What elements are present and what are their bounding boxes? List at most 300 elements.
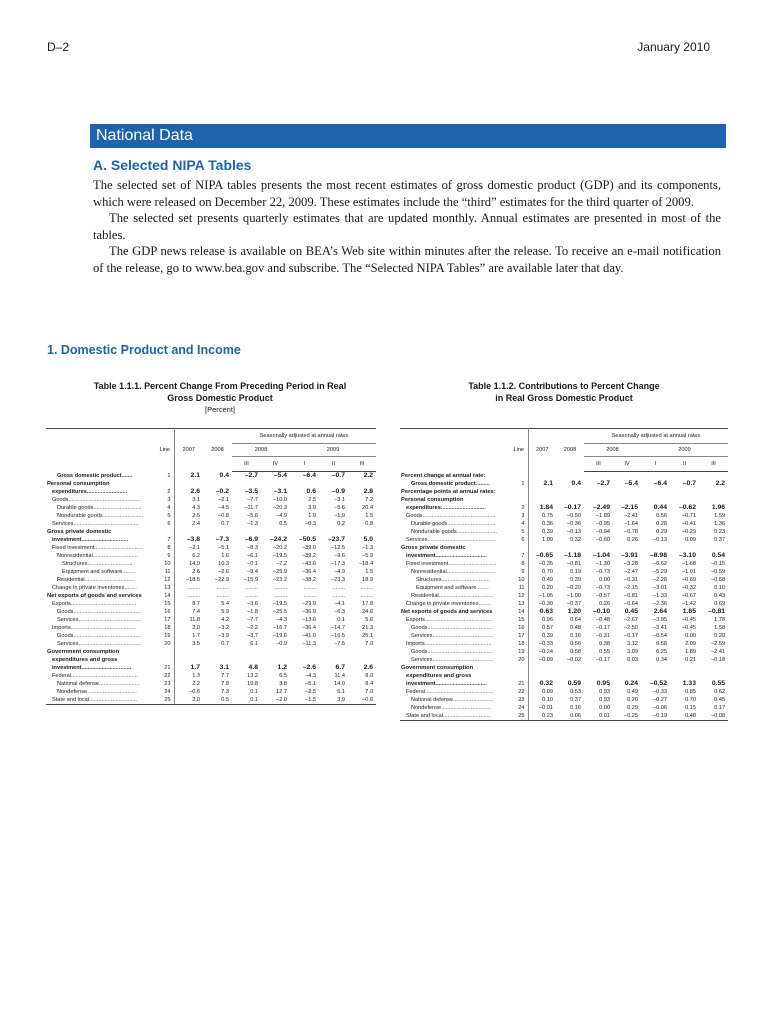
value-cell: 1.36 <box>714 520 726 527</box>
value-cell: –3.10 <box>678 551 696 559</box>
table-row <box>400 560 728 568</box>
row-label: Fixed investment............................... <box>52 545 143 551</box>
line-number: 14 <box>156 592 174 600</box>
table-row <box>46 640 376 648</box>
line-number: 20 <box>156 640 174 648</box>
table-row <box>400 496 728 504</box>
table-row <box>46 664 376 672</box>
table-row <box>400 472 728 480</box>
row-label: Durable goods............................... <box>57 505 142 511</box>
value-cell <box>261 656 290 664</box>
value-cell: –3.1 <box>273 488 287 495</box>
row-label: Services....................................... <box>411 632 494 639</box>
table-row <box>46 544 376 552</box>
value-cell: –43.6 <box>302 561 316 567</box>
row-label: Federal............................................ <box>406 688 494 695</box>
value-cell: –0.6 <box>189 689 200 695</box>
value-cell: 0.20 <box>627 696 638 703</box>
row-label: expenditures and gross <box>52 657 118 663</box>
value-cell: 1.6 <box>221 553 229 559</box>
value-cell: –0.20 <box>567 584 581 591</box>
row-label: Personal consumption <box>47 481 110 487</box>
value-cell: –0.32 <box>682 584 696 591</box>
label-column-header <box>400 429 510 472</box>
table-row <box>46 672 376 680</box>
value-cell: 7.2 <box>365 497 374 503</box>
table-row <box>400 632 728 640</box>
value-cell <box>613 664 641 672</box>
row-label: Services........................................ <box>57 617 141 623</box>
value-cell: –4.5 <box>218 505 229 511</box>
value-cell: ........ <box>216 593 229 599</box>
value-cell: 20.4 <box>362 505 374 511</box>
row-label: Structures............................... <box>416 576 490 583</box>
value-cell: 0.6 <box>306 488 316 495</box>
value-cell: 3.5 <box>192 641 200 647</box>
value-cell: 2.6 <box>192 569 200 575</box>
value-cell: 7.3 <box>221 689 229 695</box>
value-cell: –3.6 <box>247 601 258 607</box>
line-number: 8 <box>156 544 174 552</box>
table-row <box>400 480 728 488</box>
quarter-header: III <box>232 457 261 472</box>
value-cell: 19.8 <box>247 681 258 687</box>
value-cell: 1.84 <box>539 503 553 511</box>
value-cell: 6.2 <box>192 553 200 559</box>
value-cell: –2.59 <box>711 640 726 647</box>
line-number <box>156 528 174 536</box>
value-cell: –0.08 <box>699 712 728 721</box>
line-number: 7 <box>156 536 174 544</box>
value-cell: 1.9 <box>308 513 316 519</box>
table-row <box>46 520 376 528</box>
value-cell: –0.81 <box>567 560 581 567</box>
table-2-title-line-1: Table 1.1.2. Contributions to Percent Change <box>468 381 660 391</box>
value-cell: –6.4 <box>653 479 667 487</box>
value-cell <box>528 672 556 680</box>
value-cell: ........ <box>245 585 258 591</box>
line-number: 17 <box>156 616 174 624</box>
quarter-year-2009-header: 2009 <box>641 444 728 457</box>
value-cell <box>528 488 556 496</box>
value-cell: 1.5 <box>365 569 374 575</box>
line-number: 24 <box>156 688 174 696</box>
table-row <box>46 608 376 616</box>
row-label: Structures............................. <box>62 561 133 567</box>
quarter-year-2008-header: 2008 <box>584 444 641 457</box>
table-row <box>46 696 376 705</box>
value-cell: 5.4 <box>221 601 229 607</box>
value-cell: –0.30 <box>539 600 553 607</box>
table-row <box>400 664 728 672</box>
value-cell <box>348 480 376 488</box>
intro-paragraph: The selected set presents quarterly estimates that are updated monthly. Annual estimates are presented in most of the tables. <box>93 211 721 242</box>
value-cell: –0.69 <box>682 576 696 583</box>
value-cell: 0.55 <box>711 679 726 687</box>
value-cell: –0.36 <box>567 520 581 527</box>
value-cell: –0.48 <box>596 616 610 623</box>
value-cell <box>261 648 290 656</box>
table-row <box>46 552 376 560</box>
subsection-heading: A. Selected NIPA Tables <box>93 157 252 173</box>
value-cell: –0.50 <box>567 512 581 519</box>
value-cell: –1.01 <box>682 568 696 575</box>
value-cell <box>670 496 699 504</box>
value-cell: ........ <box>274 593 287 599</box>
value-cell <box>203 480 232 488</box>
value-cell: –23.2 <box>273 577 287 583</box>
value-cell: 0.32 <box>570 536 581 543</box>
value-cell: –0.7 <box>331 472 345 479</box>
line-number: 16 <box>156 608 174 616</box>
line-column-header: Line <box>156 429 174 472</box>
value-cell: –8.3 <box>247 545 258 551</box>
value-cell <box>556 544 584 552</box>
value-cell <box>348 648 376 656</box>
value-cell: –0.13 <box>653 536 667 543</box>
value-cell: ........ <box>187 585 200 591</box>
value-cell <box>556 472 584 480</box>
value-cell: –7.3 <box>215 536 229 543</box>
value-cell: –1.33 <box>653 592 667 599</box>
value-cell <box>670 488 699 496</box>
table-row <box>46 512 376 520</box>
value-cell: –0.02 <box>567 656 581 663</box>
line-number <box>156 648 174 656</box>
value-cell <box>584 496 613 504</box>
table-row <box>46 648 376 656</box>
value-cell: 24.6 <box>362 609 374 615</box>
year-2007-header: 2007 <box>528 429 556 472</box>
value-cell <box>613 496 641 504</box>
value-cell: 0.85 <box>685 688 696 695</box>
table-row <box>46 680 376 688</box>
quarter-header: IV <box>261 457 290 472</box>
value-cell: –5.1 <box>305 681 316 687</box>
line-number: 11 <box>156 568 174 576</box>
value-cell: –15.9 <box>244 577 258 583</box>
value-cell: 0.38 <box>599 640 610 647</box>
table-2-caption <box>400 380 728 404</box>
value-cell: –0.17 <box>563 503 581 511</box>
value-cell: –0.73 <box>596 568 610 575</box>
value-cell <box>348 528 376 536</box>
value-cell: –0.78 <box>624 528 638 535</box>
value-cell: 4.8 <box>248 664 258 671</box>
line-number <box>510 664 528 672</box>
value-cell: ........ <box>360 593 374 599</box>
value-cell: –2.49 <box>592 503 610 511</box>
value-cell: –3.7 <box>247 633 258 639</box>
value-cell: –0.68 <box>711 576 726 583</box>
value-cell <box>528 664 556 672</box>
value-cell: –0.35 <box>539 560 553 567</box>
value-cell: –2.2 <box>247 625 258 631</box>
value-cell: –0.71 <box>682 512 696 519</box>
table-1-unit: [Percent] <box>204 405 235 414</box>
table-row <box>46 488 376 496</box>
value-cell: –0.18 <box>711 656 726 663</box>
value-cell: –0.52 <box>649 679 667 687</box>
value-cell: –4.1 <box>334 601 345 607</box>
value-cell: 0.16 <box>570 704 581 711</box>
value-cell <box>261 528 290 536</box>
value-cell <box>319 648 348 656</box>
value-cell: –2.6 <box>302 664 316 671</box>
value-cell <box>699 472 728 480</box>
row-label: National defense.......................... <box>57 681 140 687</box>
value-cell: 0.17 <box>714 704 726 711</box>
row-label: Goods.............................................. <box>52 497 140 503</box>
value-cell: 0.26 <box>599 600 610 607</box>
value-cell: 0.56 <box>570 640 581 647</box>
value-cell <box>670 664 699 672</box>
value-cell: 6.25 <box>656 648 667 655</box>
line-number <box>510 472 528 480</box>
value-cell: 0.09 <box>542 688 553 695</box>
value-cell <box>613 472 641 480</box>
line-number: 19 <box>156 632 174 640</box>
value-cell: –0.09 <box>539 656 553 663</box>
row-label: State and local............................... <box>400 712 510 721</box>
quarter-header: III <box>584 457 613 472</box>
table-2 <box>400 428 728 721</box>
value-cell: 7.4 <box>192 609 200 615</box>
row-label: investment................................ <box>52 665 132 671</box>
value-cell: –0.81 <box>624 592 638 599</box>
value-cell: 7.0 <box>365 641 374 647</box>
value-cell: –4.3 <box>305 673 316 679</box>
value-cell: 0.32 <box>539 679 553 687</box>
value-cell: –3.91 <box>620 551 638 559</box>
table-1-title-line-2: Gross Domestic Product <box>167 393 273 403</box>
value-cell <box>319 656 348 664</box>
value-cell: –0.95 <box>596 520 610 527</box>
table-row <box>46 568 376 576</box>
value-cell: –0.67 <box>682 592 696 599</box>
value-cell: 11.4 <box>334 673 345 679</box>
value-cell: –1.3 <box>247 521 258 527</box>
value-cell: 0.63 <box>539 607 553 615</box>
table-row <box>46 592 376 600</box>
value-cell: –1.9 <box>334 513 345 519</box>
value-cell: –16.5 <box>331 633 345 639</box>
value-cell: 0.03 <box>627 656 638 663</box>
table-1-body <box>46 472 376 705</box>
table-row <box>400 648 728 656</box>
table-row <box>400 544 728 552</box>
value-cell: 1.89 <box>685 648 696 655</box>
value-cell: 5.0 <box>363 536 374 543</box>
value-cell <box>290 480 319 488</box>
line-number: 15 <box>156 600 174 608</box>
value-cell: –1.05 <box>539 592 553 599</box>
value-cell: –39.2 <box>302 553 316 559</box>
value-cell: 0.29 <box>627 704 638 711</box>
value-cell: –1.30 <box>596 560 610 567</box>
line-number: 4 <box>156 504 174 512</box>
value-cell: –5.6 <box>334 505 345 511</box>
line-number: 13 <box>510 600 528 608</box>
value-cell: 0.55 <box>599 648 610 655</box>
value-cell <box>613 488 641 496</box>
value-cell <box>174 480 203 488</box>
value-cell <box>699 672 728 680</box>
row-label: Residential................................... <box>411 592 494 599</box>
value-cell <box>174 528 203 536</box>
value-cell: 0.29 <box>656 528 667 535</box>
quarter-header: III <box>348 457 376 472</box>
value-cell: –0.3 <box>305 521 316 527</box>
table-row <box>400 536 728 544</box>
value-cell: 0.54 <box>711 551 726 559</box>
value-cell: –0.17 <box>596 656 610 663</box>
value-cell: –3.95 <box>653 616 667 623</box>
value-cell: –5.9 <box>362 553 374 559</box>
row-label: Services........................................ <box>57 641 141 647</box>
value-cell: –2.5 <box>305 689 316 695</box>
row-label: Goods.......................................... <box>411 624 493 631</box>
value-cell: –2.41 <box>624 512 638 519</box>
page-number: D–2 <box>47 40 70 54</box>
table-row <box>46 616 376 624</box>
table-row <box>46 560 376 568</box>
value-cell: –2.41 <box>711 648 726 655</box>
value-cell: –7.5 <box>334 641 345 647</box>
value-cell: –0.13 <box>567 528 581 535</box>
value-cell: 7.0 <box>365 689 374 695</box>
value-cell <box>232 648 261 656</box>
table-row <box>400 520 728 528</box>
line-number: 12 <box>510 592 528 600</box>
value-cell: –19.6 <box>273 633 287 639</box>
table-row <box>400 592 728 600</box>
row-label: Fixed investment............................... <box>406 560 497 567</box>
value-cell: –3.1 <box>334 497 345 503</box>
value-cell: 0.7 <box>221 641 229 647</box>
value-cell: –23.7 <box>327 536 345 543</box>
table-1-caption <box>46 380 394 416</box>
value-cell: –0.17 <box>624 632 638 639</box>
value-cell: –25.9 <box>273 569 287 575</box>
value-cell: –2.1 <box>189 545 200 551</box>
value-cell: 6.1 <box>250 641 258 647</box>
value-cell: 0.39 <box>570 576 581 583</box>
line-number: 19 <box>510 648 528 656</box>
row-label: Goods............................................... <box>406 512 496 519</box>
value-cell: 0.36 <box>542 520 553 527</box>
value-cell: 8.4 <box>365 681 374 687</box>
value-cell: 11.8 <box>189 617 200 623</box>
value-cell: –17.3 <box>331 561 345 567</box>
value-cell: 5.6 <box>365 617 374 623</box>
intro-paragraph: The selected set of NIPA tables presents the most recent estimates of gross domestic product (GDP) and its components, which were released on December 22, 2009. These estimates include the “third” estimates for the third quarter of 2009. <box>93 178 721 209</box>
value-cell: 2.4 <box>192 521 200 527</box>
line-number: 10 <box>156 560 174 568</box>
value-cell: –3.5 <box>244 488 258 495</box>
value-cell <box>174 648 203 656</box>
value-cell <box>584 488 613 496</box>
table-row <box>400 640 728 648</box>
value-cell <box>290 656 319 664</box>
value-cell: ........ <box>303 593 316 599</box>
value-cell: 3.1 <box>192 497 200 503</box>
line-number: 3 <box>156 496 174 504</box>
value-cell: 1.2 <box>277 664 287 671</box>
value-cell: –0.29 <box>682 528 696 535</box>
row-label: Net exports of goods and services <box>47 593 142 599</box>
value-cell: 0.49 <box>542 576 553 583</box>
value-cell: –5.4 <box>624 479 638 487</box>
value-cell: –3.9 <box>218 633 229 639</box>
value-cell: –8.98 <box>649 551 667 559</box>
table-row <box>46 600 376 608</box>
value-cell: –0.33 <box>539 640 553 647</box>
row-label: expenditures and gross <box>406 672 472 679</box>
value-cell: –22.9 <box>215 577 229 583</box>
value-cell: 3.12 <box>627 640 638 647</box>
line-number: 23 <box>510 696 528 704</box>
value-cell: –2.15 <box>624 584 638 591</box>
row-label: State and local............................... <box>46 696 156 705</box>
quarter-header: II <box>670 457 699 472</box>
value-cell <box>670 672 699 680</box>
value-cell: –0.06 <box>653 704 667 711</box>
value-cell: 0.56 <box>656 512 667 519</box>
value-cell: 7.8 <box>221 681 229 687</box>
seasonal-adjustment-header: Seasonally adjusted at annual rates <box>232 429 376 444</box>
table-row <box>400 656 728 664</box>
line-number: 25 <box>510 712 528 721</box>
value-cell: 1.96 <box>711 503 726 511</box>
value-cell: 12.7 <box>276 689 287 695</box>
value-cell: –2.0 <box>261 696 290 705</box>
value-cell: 2.5 <box>192 513 200 519</box>
value-cell: ........ <box>360 585 374 591</box>
table-row <box>400 672 728 680</box>
value-cell: 0.28 <box>656 520 667 527</box>
value-cell: 21.3 <box>362 625 374 631</box>
value-cell <box>613 672 641 680</box>
value-cell: 0.4 <box>571 479 581 487</box>
value-cell: –50.5 <box>298 536 316 543</box>
line-number <box>510 496 528 504</box>
value-cell: 1.5 <box>365 513 374 519</box>
table-1-title-line-1: Table 1.1.1. Percent Change From Preceding Period in Real <box>93 381 347 391</box>
value-cell: –2.6 <box>218 569 229 575</box>
row-label: Residential................................ <box>57 577 135 583</box>
row-label: Nonresidential............................... <box>411 568 495 575</box>
value-cell <box>203 656 232 664</box>
value-cell: 6.5 <box>279 673 287 679</box>
row-label: Change in private inventories........ <box>406 600 491 607</box>
table-row <box>400 528 728 536</box>
value-cell: –0.45 <box>682 624 696 631</box>
value-cell <box>699 488 728 496</box>
value-cell: 0.95 <box>596 679 610 687</box>
value-cell: –1.42 <box>682 600 696 607</box>
value-cell <box>528 544 556 552</box>
row-label: Gross private domestic <box>401 544 466 551</box>
value-cell: –3.01 <box>653 584 667 591</box>
value-cell: –7.2 <box>276 561 287 567</box>
row-label: Federal........................................... <box>52 673 138 679</box>
value-cell: –36.9 <box>302 609 316 615</box>
row-label: National defense.......................... <box>411 696 494 703</box>
value-cell: 17.8 <box>362 601 374 607</box>
value-cell: 0.57 <box>542 624 553 631</box>
line-number: 1 <box>156 472 174 481</box>
